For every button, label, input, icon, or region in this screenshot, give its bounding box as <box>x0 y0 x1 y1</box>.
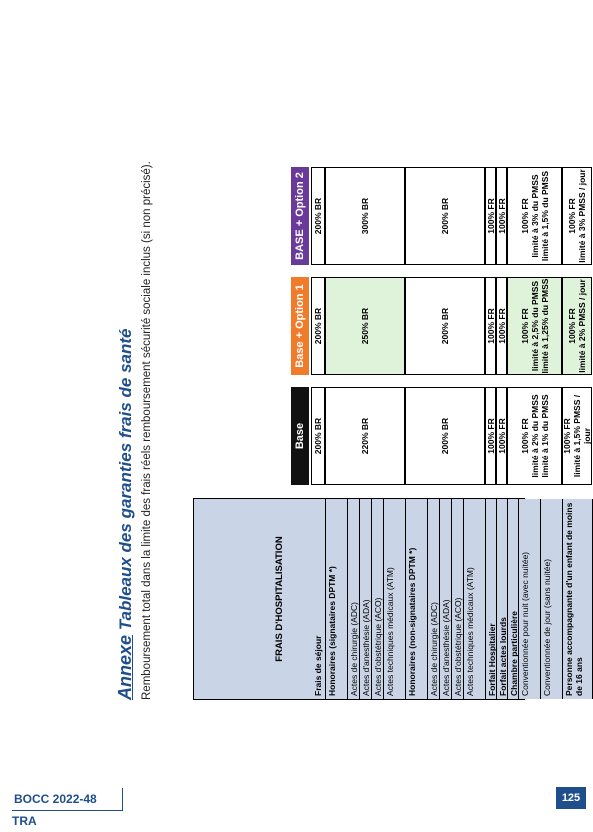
row-label: Chambre particulière <box>508 499 519 699</box>
guarantee-cell <box>325 167 405 265</box>
page-number: 125 <box>556 787 586 809</box>
guarantee-cell <box>507 277 562 375</box>
cell-line: 300% BR <box>360 197 370 235</box>
cell-line: 200% BR <box>313 307 323 345</box>
guarantee-cell <box>496 277 507 375</box>
cell-text <box>360 168 370 264</box>
cell-line: limité à 1,5% PMSS / jour <box>572 394 592 478</box>
cell-line: limité à 2% PMSS / jour <box>577 279 587 373</box>
cell-line: limité à 1,5% du PMSS <box>539 170 550 262</box>
column-header: Base + Option 1 <box>291 277 309 375</box>
document-reference-text: BOCC 2022-48 TRA <box>12 792 97 828</box>
cell-text <box>486 168 496 264</box>
guarantee-cell <box>562 277 592 375</box>
row-label: Actes de chirurgie (ADC) <box>348 499 360 699</box>
row-label: Forfait actes lourds <box>497 499 508 699</box>
cell-line: 220% BR <box>360 417 370 455</box>
guarantee-cell <box>325 277 405 375</box>
guarantee-cell <box>496 167 507 265</box>
row-label: Personne accompagnante d'un enfant de moins de 16 ans <box>563 499 593 699</box>
cell-text <box>567 168 587 264</box>
cell-text <box>440 388 450 484</box>
document-reference <box>12 788 123 828</box>
cell-line: 200% BR <box>440 307 450 345</box>
guarantee-cell <box>507 167 562 265</box>
row-label: Actes techniques médicaux (ATM) <box>464 499 486 699</box>
cell-line: limité à 3% du PMSS <box>529 174 540 258</box>
page-title <box>115 329 136 700</box>
cell-line: limité à 1,25% du PMSS <box>539 278 550 374</box>
guarantee-cell <box>405 387 485 485</box>
cell-line: 100% FR <box>485 198 496 234</box>
cell-line: limité à 3% PMSS / jour <box>577 169 587 263</box>
row-label: Frais de séjour <box>312 499 326 699</box>
guarantee-cell <box>496 387 507 485</box>
cell-text <box>497 278 507 374</box>
cell-line: limité à 1% du PMSS <box>539 394 550 478</box>
cell-line: 100% FR <box>519 308 530 344</box>
cell-line: 100% FR <box>567 198 577 234</box>
cell-text <box>440 278 450 374</box>
cell-text <box>486 278 496 374</box>
cell-line: limité à 2,5% du PMSS <box>529 280 540 372</box>
section-header <box>194 499 313 699</box>
cell-line: limité à 2% du PMSS <box>529 394 540 478</box>
cell-line: 100% FR <box>485 418 496 454</box>
guarantee-cell <box>311 167 325 265</box>
cell-line: 100% FR <box>519 418 530 454</box>
row-label: Actes de chirurgie (ADC) <box>428 499 440 699</box>
row-label: Forfait Hospitalier <box>486 499 497 699</box>
row-label: Actes techniques médicaux (ATM) <box>384 499 406 699</box>
column-header: Base <box>291 387 309 485</box>
row-label: Actes d'anesthésie (ADA) <box>360 499 372 699</box>
row-label: Actes d'obstétrique (ACO) <box>452 499 464 699</box>
cell-line: 200% BR <box>313 417 323 455</box>
row-label: Actes d'anesthésie (ADA) <box>440 499 452 699</box>
cell-line: 100% FR <box>562 418 572 454</box>
cell-text <box>520 278 550 374</box>
guarantee-cell <box>485 387 496 485</box>
guarantee-cell <box>405 277 485 375</box>
guarantee-cell <box>485 167 496 265</box>
cell-line: 250% BR <box>360 307 370 345</box>
cell-text <box>313 168 323 264</box>
guarantee-cell <box>485 277 496 375</box>
row-labels <box>312 499 584 699</box>
section-label: FRAIS D'HOSPITALISATION <box>274 536 285 662</box>
subtitle: Remboursement total dans la limite des frais réels remboursement sécurité sociale inclus (si non précisé). <box>141 161 153 700</box>
cell-line: 200% BR <box>313 197 323 235</box>
guarantee-cell <box>405 167 485 265</box>
cell-text <box>567 278 587 374</box>
cell-line: 100% FR <box>567 308 577 344</box>
cell-text <box>497 388 507 484</box>
cell-line: 100% FR <box>519 198 530 234</box>
row-label: Conventionnée de jour (sans nuitée) <box>541 499 563 699</box>
guarantee-columns <box>193 70 592 485</box>
cell-text <box>313 388 323 484</box>
cell-line: 100% FR <box>496 418 507 454</box>
guarantee-cell <box>562 387 592 485</box>
row-label: Actes d'obstétrique (ACO) <box>372 499 384 699</box>
cell-line: 200% BR <box>440 417 450 455</box>
cell-text <box>486 388 496 484</box>
column-header: BASE + Option 2 <box>291 167 309 265</box>
guarantee-cell <box>311 277 325 375</box>
row-labels-table <box>193 498 584 700</box>
cell-text <box>520 168 550 264</box>
guarantee-cell <box>507 387 562 485</box>
guarantee-cell <box>325 387 405 485</box>
cell-text <box>360 388 370 484</box>
cell-line: 200% BR <box>440 197 450 235</box>
guarantee-cell <box>562 167 592 265</box>
row-label: Conventionnée pour nuit (avec nuitée) <box>519 499 541 699</box>
cell-line: 100% FR <box>485 308 496 344</box>
cell-line: 100% FR <box>496 308 507 344</box>
rotated-page-content <box>115 70 592 700</box>
cell-text <box>440 168 450 264</box>
cell-text <box>360 278 370 374</box>
cell-text <box>313 278 323 374</box>
row-label: Honoraires (signataires DPTM *) <box>326 499 348 699</box>
guarantee-cell <box>311 387 325 485</box>
cell-text <box>497 168 507 264</box>
cell-line: 100% FR <box>496 198 507 234</box>
annexe-label: Annexe <box>115 634 135 700</box>
row-label: Honoraires (non-signataires DPTM *) <box>406 499 428 699</box>
cell-text <box>520 388 550 484</box>
cell-text <box>562 388 592 484</box>
title-text: Tableaux des garanties frais de santé <box>116 328 135 631</box>
